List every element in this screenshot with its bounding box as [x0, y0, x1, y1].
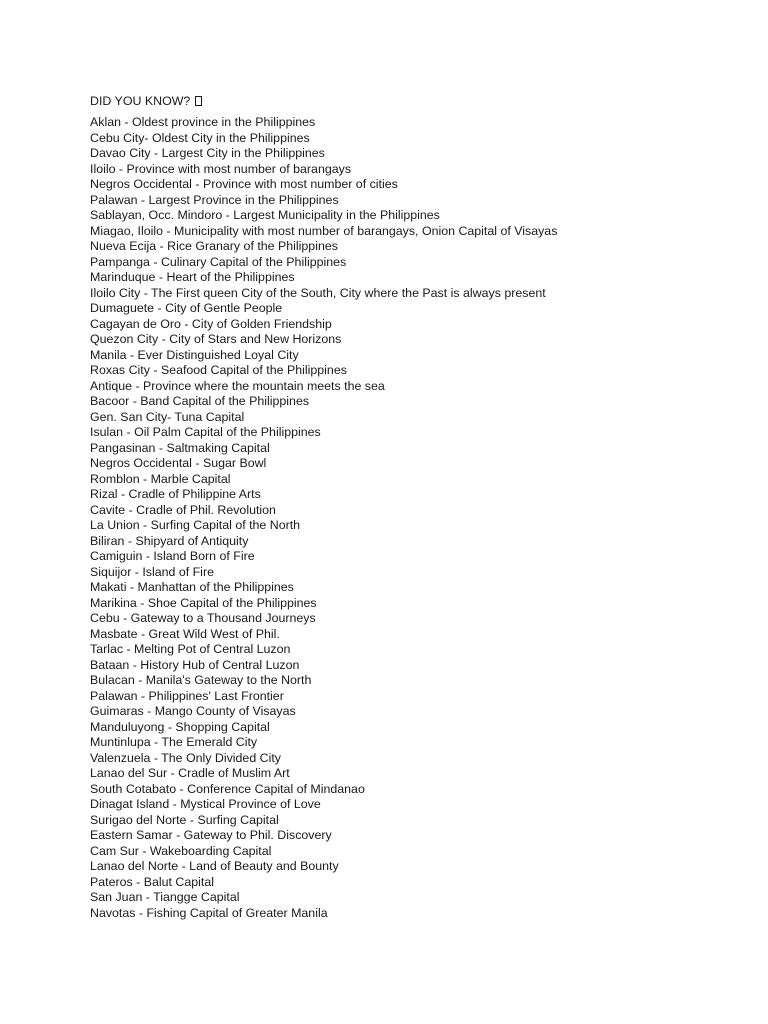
fact-line: Quezon City - City of Stars and New Horizons	[90, 332, 342, 346]
fact-line: Bulacan - Manila's Gateway to the North	[90, 673, 312, 687]
fact-line: South Cotabato - Conference Capital of Mindanao	[90, 781, 365, 796]
fact-line: Roxas City - Seafood Capital of the Philippines	[90, 363, 347, 377]
fact-line: Sablayan, Occ. Mindoro - Largest Municipality in the Philippines	[90, 208, 440, 222]
fact-line: Bataan - History Hub of Central Luzon	[90, 657, 300, 672]
fact-line: Muntinlupa - The Emerald City	[90, 735, 258, 749]
fact-line: Cavite - Cradle of Phil. Revolution	[90, 502, 276, 517]
fact-line: Iloilo City - The First queen City of the South, City where the Past is always present	[90, 285, 546, 300]
fact-line: Masbate - Great Wild West of Phil.	[90, 626, 280, 641]
fact-line: Lanao del Norte - Land of Beauty and Bounty	[90, 859, 339, 873]
fact-line: Davao City - Largest City in the Philippines	[90, 146, 325, 160]
fact-line: Pangasinan - Saltmaking Capital	[90, 440, 270, 455]
fact-line: Guimaras - Mango County of Visayas	[90, 704, 296, 718]
fact-line: Bacoor - Band Capital of the Philippines	[90, 394, 310, 408]
fact-line: Cagayan de Oro - City of Golden Friendship	[90, 316, 332, 331]
fact-line: Lanao del Sur - Cradle of Muslim Art	[90, 766, 290, 780]
fact-line: Negros Occidental - Sugar Bowl	[90, 456, 267, 470]
document-content	[90, 93, 750, 921]
fact-line: Aklan - Oldest province in the Philippines	[90, 115, 316, 129]
fact-line: Manduluyong - Shopping Capital	[90, 719, 270, 734]
fact-line: Valenzuela - The Only Divided City	[90, 750, 281, 765]
fact-line: Isulan - Oil Palm Capital of the Philippines	[90, 425, 321, 439]
fact-line: Miagao, Iloilo - Municipality with most number of barangays, Onion Capital of Visayas	[90, 223, 558, 238]
fact-line: Nueva Ecija - Rice Granary of the Philippines	[90, 239, 338, 253]
fact-line: Navotas - Fishing Capital of Greater Manila	[90, 905, 328, 920]
facts-list	[90, 115, 750, 921]
document-heading	[90, 93, 750, 109]
fact-line: Biliran - Shipyard of Antiquity	[90, 533, 249, 548]
missing-glyph-icon	[195, 96, 202, 106]
fact-line: Gen. San City- Tuna Capital	[90, 409, 245, 424]
fact-line: Surigao del Norte - Surfing Capital	[90, 812, 279, 827]
fact-line: Antique - Province where the mountain meets the sea	[90, 378, 385, 393]
fact-line: La Union - Surfing Capital of the North	[90, 518, 301, 532]
fact-line: Negros Occidental - Province with most number of cities	[90, 177, 398, 191]
fact-line: Palawan - Largest Province in the Philippines	[90, 192, 339, 207]
fact-line: Makati - Manhattan of the Philippines	[90, 580, 294, 594]
fact-line: Rizal - Cradle of Philippine Arts	[90, 487, 261, 501]
fact-line: Pampanga - Culinary Capital of the Philippines	[90, 254, 347, 269]
fact-line: Camiguin - Island Born of Fire	[90, 549, 255, 563]
fact-line: Siquijor - Island of Fire	[90, 564, 214, 579]
fact-line: Eastern Samar - Gateway to Phil. Discovery	[90, 828, 332, 842]
fact-line: Iloilo - Province with most number of barangays	[90, 161, 352, 176]
fact-line: Dumaguete - City of Gentle People	[90, 301, 283, 315]
fact-line: Marikina - Shoe Capital of the Philippines	[90, 595, 317, 610]
fact-line: Pateros - Balut Capital	[90, 874, 214, 889]
fact-line: Marinduque - Heart of the Philippines	[90, 270, 295, 284]
fact-line: Tarlac - Melting Pot of Central Luzon	[90, 642, 291, 656]
fact-line: San Juan - Tiangge Capital	[90, 890, 240, 904]
fact-line: Manila - Ever Distinguished Loyal City	[90, 347, 299, 362]
fact-line: Cebu City- Oldest City in the Philippines	[90, 130, 310, 145]
fact-line: Palawan - Philippines' Last Frontier	[90, 688, 284, 703]
fact-line: Romblon - Marble Capital	[90, 471, 231, 486]
fact-line: Dinagat Island - Mystical Province of Love	[90, 797, 321, 811]
fact-line: Cam Sur - Wakeboarding Capital	[90, 843, 272, 858]
heading-text: DID YOU KNOW?	[90, 94, 191, 108]
fact-line: Cebu - Gateway to a Thousand Journeys	[90, 611, 316, 625]
